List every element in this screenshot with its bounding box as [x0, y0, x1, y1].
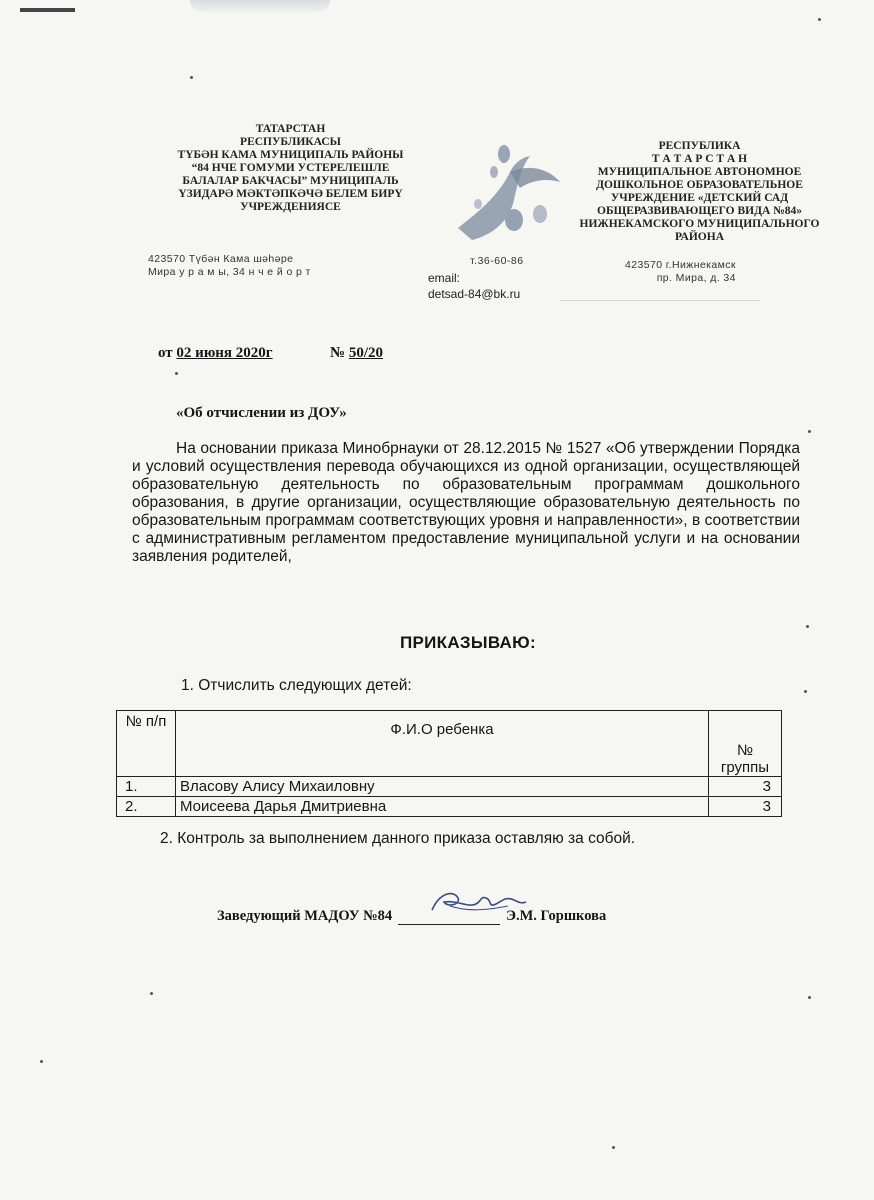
address-left-line2: Мира у р а м ы, 34 н ч е й о р т [148, 266, 311, 278]
signer-position: Заведующий МАДОУ №84 [217, 908, 393, 924]
header-right-line: ДОШКОЛЬНОЕ ОБРАЗОВАТЕЛЬНОЕ [596, 179, 803, 191]
email-address[interactable]: detsad-84@bk.ru [428, 287, 521, 301]
table-header-row [117, 711, 782, 777]
header-right-line: ОБЩЕРАЗВИВАЮЩЕГО ВИДА №84» [597, 205, 802, 217]
email-block [428, 270, 520, 302]
header-left-line: БАЛАЛАР БАКЧАСЫ” МУНИЦИПАЛЬ [182, 175, 399, 187]
number-prefix: № [330, 345, 346, 361]
table-row [117, 777, 782, 797]
scan-speck [175, 372, 178, 375]
cell-group: 3 [709, 797, 782, 817]
scan-speck [612, 1146, 615, 1149]
date-prefix: от [158, 345, 173, 361]
header-right-line: УЧРЕЖДЕНИЕ «ДЕТСКИЙ САД [610, 192, 789, 204]
header-left-line: ТҮБӘН КАМА МУНИЦИПАЛЬ РАЙОНЫ [177, 149, 404, 161]
address-right-line2: пр. Мира, д. 34 [656, 272, 736, 284]
header-left-tatar [158, 123, 423, 214]
scan-speck [818, 18, 821, 21]
address-left [148, 253, 311, 279]
order-basis-paragraph: На основании приказа Минобрнауки от 28.12.2015 № 1527 «Об утверждении Порядка и условий осуществления перевода обучающихся из одной организации, осуществляющей образовательную деятельность по образовательным программам дошкольного образования, в другие организации, осуществляющие образовательную деятельность по образовательным программам соответствующих уровня и направленности», в соответствии с административным регламентом предоставление муниципальной услуги и на основании заявления родителей, [132, 440, 800, 565]
date-value: 02 июня 2020г [176, 345, 273, 361]
address-right-line1: 423570 г.Нижнекамск [625, 259, 736, 271]
scan-speck [804, 690, 807, 693]
header-right-line: Т А Т А Р С Т А Н [651, 153, 748, 165]
cell-group: 3 [709, 777, 782, 797]
cell-number: 1. [117, 777, 176, 797]
col-header-name: Ф.И.О ребенка [176, 711, 709, 777]
scan-speck [808, 996, 811, 999]
col-header-group: № группы [709, 711, 782, 777]
order-item-1: 1. Отчислить следующих детей: [181, 677, 412, 694]
scan-speck [190, 76, 193, 79]
cell-number: 2. [117, 797, 176, 817]
address-left-line1: 423570 Түбән Кама шәһәре [148, 253, 294, 265]
scan-speck [150, 992, 153, 995]
number-value: 50/20 [348, 345, 383, 361]
header-right-line: РЕСПУБЛИКА [658, 140, 741, 152]
header-right-line: РАЙОНА [675, 231, 724, 243]
email-label: email: [428, 271, 461, 285]
handwritten-signature-icon [428, 888, 528, 918]
scan-speck [808, 430, 811, 433]
order-number [330, 345, 383, 362]
header-left-line: УЧРЕЖДЕНИЯСЕ [240, 201, 341, 213]
header-left-line: ҮЗИДАРӘ МӘКТӘПКӘЧӘ БЕЛЕМ БИРҮ [178, 188, 403, 200]
order-item-2: 2. Контроль за выполнением данного приказа оставляю за собой. [160, 830, 636, 847]
children-table [116, 710, 782, 817]
cell-name: Моисеева Дарья Дмитриевна [176, 797, 709, 817]
header-left-line: РЕСПУБЛИКАСЫ [240, 136, 341, 148]
header-right-line: НИЖНЕКАМСКОГО МУНИЦИПАЛЬНОГО [579, 218, 820, 230]
address-right [625, 259, 736, 285]
scan-artifact [20, 8, 75, 12]
order-date [158, 345, 273, 362]
signer-name: Э.М. Горшкова [506, 908, 607, 924]
header-right-line: МУНИЦИПАЛЬНОЕ АВТОНОМНОЕ [597, 166, 802, 178]
cell-name: Власову Алису Михаиловну [176, 777, 709, 797]
order-subject: «Об отчислении из ДОУ» [176, 405, 347, 421]
signature-underline [398, 923, 500, 925]
col-header-number: № п/п [117, 711, 176, 777]
scan-artifact [190, 0, 330, 12]
header-right-russian [577, 140, 822, 244]
scan-speck [806, 625, 809, 628]
scan-speck [40, 1060, 43, 1063]
phone-number: т.36-60-86 [470, 255, 524, 267]
kindergarten-logo-icon [448, 142, 566, 244]
table-row [117, 797, 782, 817]
order-title: ПРИКАЗЫВАЮ: [400, 633, 536, 652]
header-left-line: ТАТАРСТАН [255, 123, 326, 135]
bleed-through-mark [560, 300, 760, 301]
header-left-line: “84 НЧЕ ГОМУМИ УСТЕРЕЛЕШЛЕ [191, 162, 390, 174]
signature-line [217, 908, 606, 925]
